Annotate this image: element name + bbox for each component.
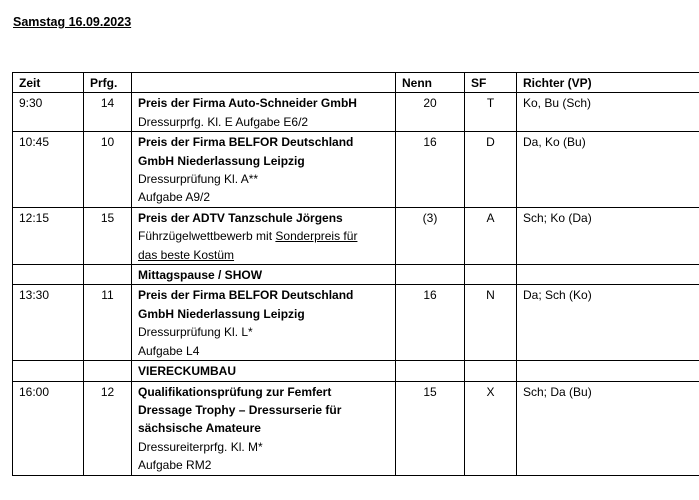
header-time: Zeit <box>13 73 84 93</box>
cell-entries: 15 <box>396 381 465 475</box>
table-row <box>13 285 699 361</box>
header-entries: Nenn <box>396 73 465 93</box>
special-prize-text: das beste Kostüm <box>138 247 235 262</box>
event-title: Preis der Firma Auto-Schneider GmbH <box>138 96 357 111</box>
cell-exam-no: 14 <box>84 93 132 132</box>
header-judges: Richter (VP) <box>517 73 699 93</box>
event-detail: Aufgabe RM2 <box>138 458 212 473</box>
event-title: GmbH Niederlassung Leipzig <box>138 153 305 168</box>
cell-arena <box>465 361 517 381</box>
cell-judges <box>517 265 699 285</box>
cell-time: 10:45 <box>13 132 84 208</box>
event-detail: Dressurprüfung Kl. L* <box>138 325 253 340</box>
cell-time: 13:30 <box>13 285 84 361</box>
cell-time <box>13 265 84 285</box>
cell-exam-no: 11 <box>84 285 132 361</box>
table-row <box>13 207 699 264</box>
header-description <box>132 73 396 93</box>
cell-judges: Ko, Bu (Sch) <box>517 93 699 132</box>
event-title: Preis der ADTV Tanzschule Jörgens <box>138 210 343 225</box>
cell-exam-no: 15 <box>84 207 132 264</box>
event-title: Qualifikationsprüfung zur Femfert <box>138 384 332 399</box>
cell-description <box>132 93 396 132</box>
cell-arena: X <box>465 381 517 475</box>
table-row <box>13 132 699 208</box>
cell-entries <box>396 265 465 285</box>
cell-arena: T <box>465 93 517 132</box>
event-detail: Dressurprüfung Kl. A** <box>138 172 259 187</box>
header-arena: SF <box>465 73 517 93</box>
cell-arena: D <box>465 132 517 208</box>
table-header-row <box>13 73 699 93</box>
cell-entries: 16 <box>396 285 465 361</box>
cell-judges: Sch; Ko (Da) <box>517 207 699 264</box>
special-prize-text: Sonderpreis für <box>275 229 358 244</box>
cell-arena: N <box>465 285 517 361</box>
schedule-table <box>12 72 699 476</box>
cell-description <box>132 207 396 264</box>
table-row-break <box>13 265 699 285</box>
cell-description <box>132 132 396 208</box>
event-detail: Dressureiterprfg. Kl. M* <box>138 439 263 454</box>
event-title: sächsische Amateure <box>138 421 261 436</box>
break-label: VIERECKUMBAU <box>132 361 396 381</box>
cell-judges: Da, Ko (Bu) <box>517 132 699 208</box>
cell-time: 12:15 <box>13 207 84 264</box>
document-date-title: Samstag 16.09.2023 <box>13 15 132 29</box>
event-title: Preis der Firma BELFOR Deutschland <box>138 135 354 150</box>
cell-arena <box>465 265 517 285</box>
cell-exam-no <box>84 361 132 381</box>
cell-judges: Sch; Da (Bu) <box>517 381 699 475</box>
event-detail: Aufgabe A9/2 <box>138 190 211 205</box>
event-title: GmbH Niederlassung Leipzig <box>138 306 305 321</box>
break-label: Mittagspause / SHOW <box>132 265 396 285</box>
cell-entries: 20 <box>396 93 465 132</box>
event-detail <box>138 227 389 245</box>
cell-time: 9:30 <box>13 93 84 132</box>
event-title: Dressage Trophy – Dressurserie für <box>138 402 342 417</box>
table-row <box>13 93 699 132</box>
cell-exam-no: 12 <box>84 381 132 475</box>
event-title: Preis der Firma BELFOR Deutschland <box>138 288 354 303</box>
table-row <box>13 381 699 475</box>
event-detail: Aufgabe L4 <box>138 343 200 358</box>
cell-entries: (3) <box>396 207 465 264</box>
cell-entries: 16 <box>396 132 465 208</box>
cell-description <box>132 285 396 361</box>
cell-exam-no <box>84 265 132 285</box>
event-detail <box>138 246 389 264</box>
event-detail-plain: Führzügelwettbewerb mit <box>138 229 276 244</box>
cell-judges <box>517 361 699 381</box>
cell-judges: Da; Sch (Ko) <box>517 285 699 361</box>
cell-exam-no: 10 <box>84 132 132 208</box>
cell-arena: A <box>465 207 517 264</box>
header-exam-no: Prfg. <box>84 73 132 93</box>
event-detail: Dressurprfg. Kl. E Aufgabe E6/2 <box>138 114 309 129</box>
cell-entries <box>396 361 465 381</box>
cell-time: 16:00 <box>13 381 84 475</box>
cell-time <box>13 361 84 381</box>
table-row-break <box>13 361 699 381</box>
cell-description <box>132 381 396 475</box>
